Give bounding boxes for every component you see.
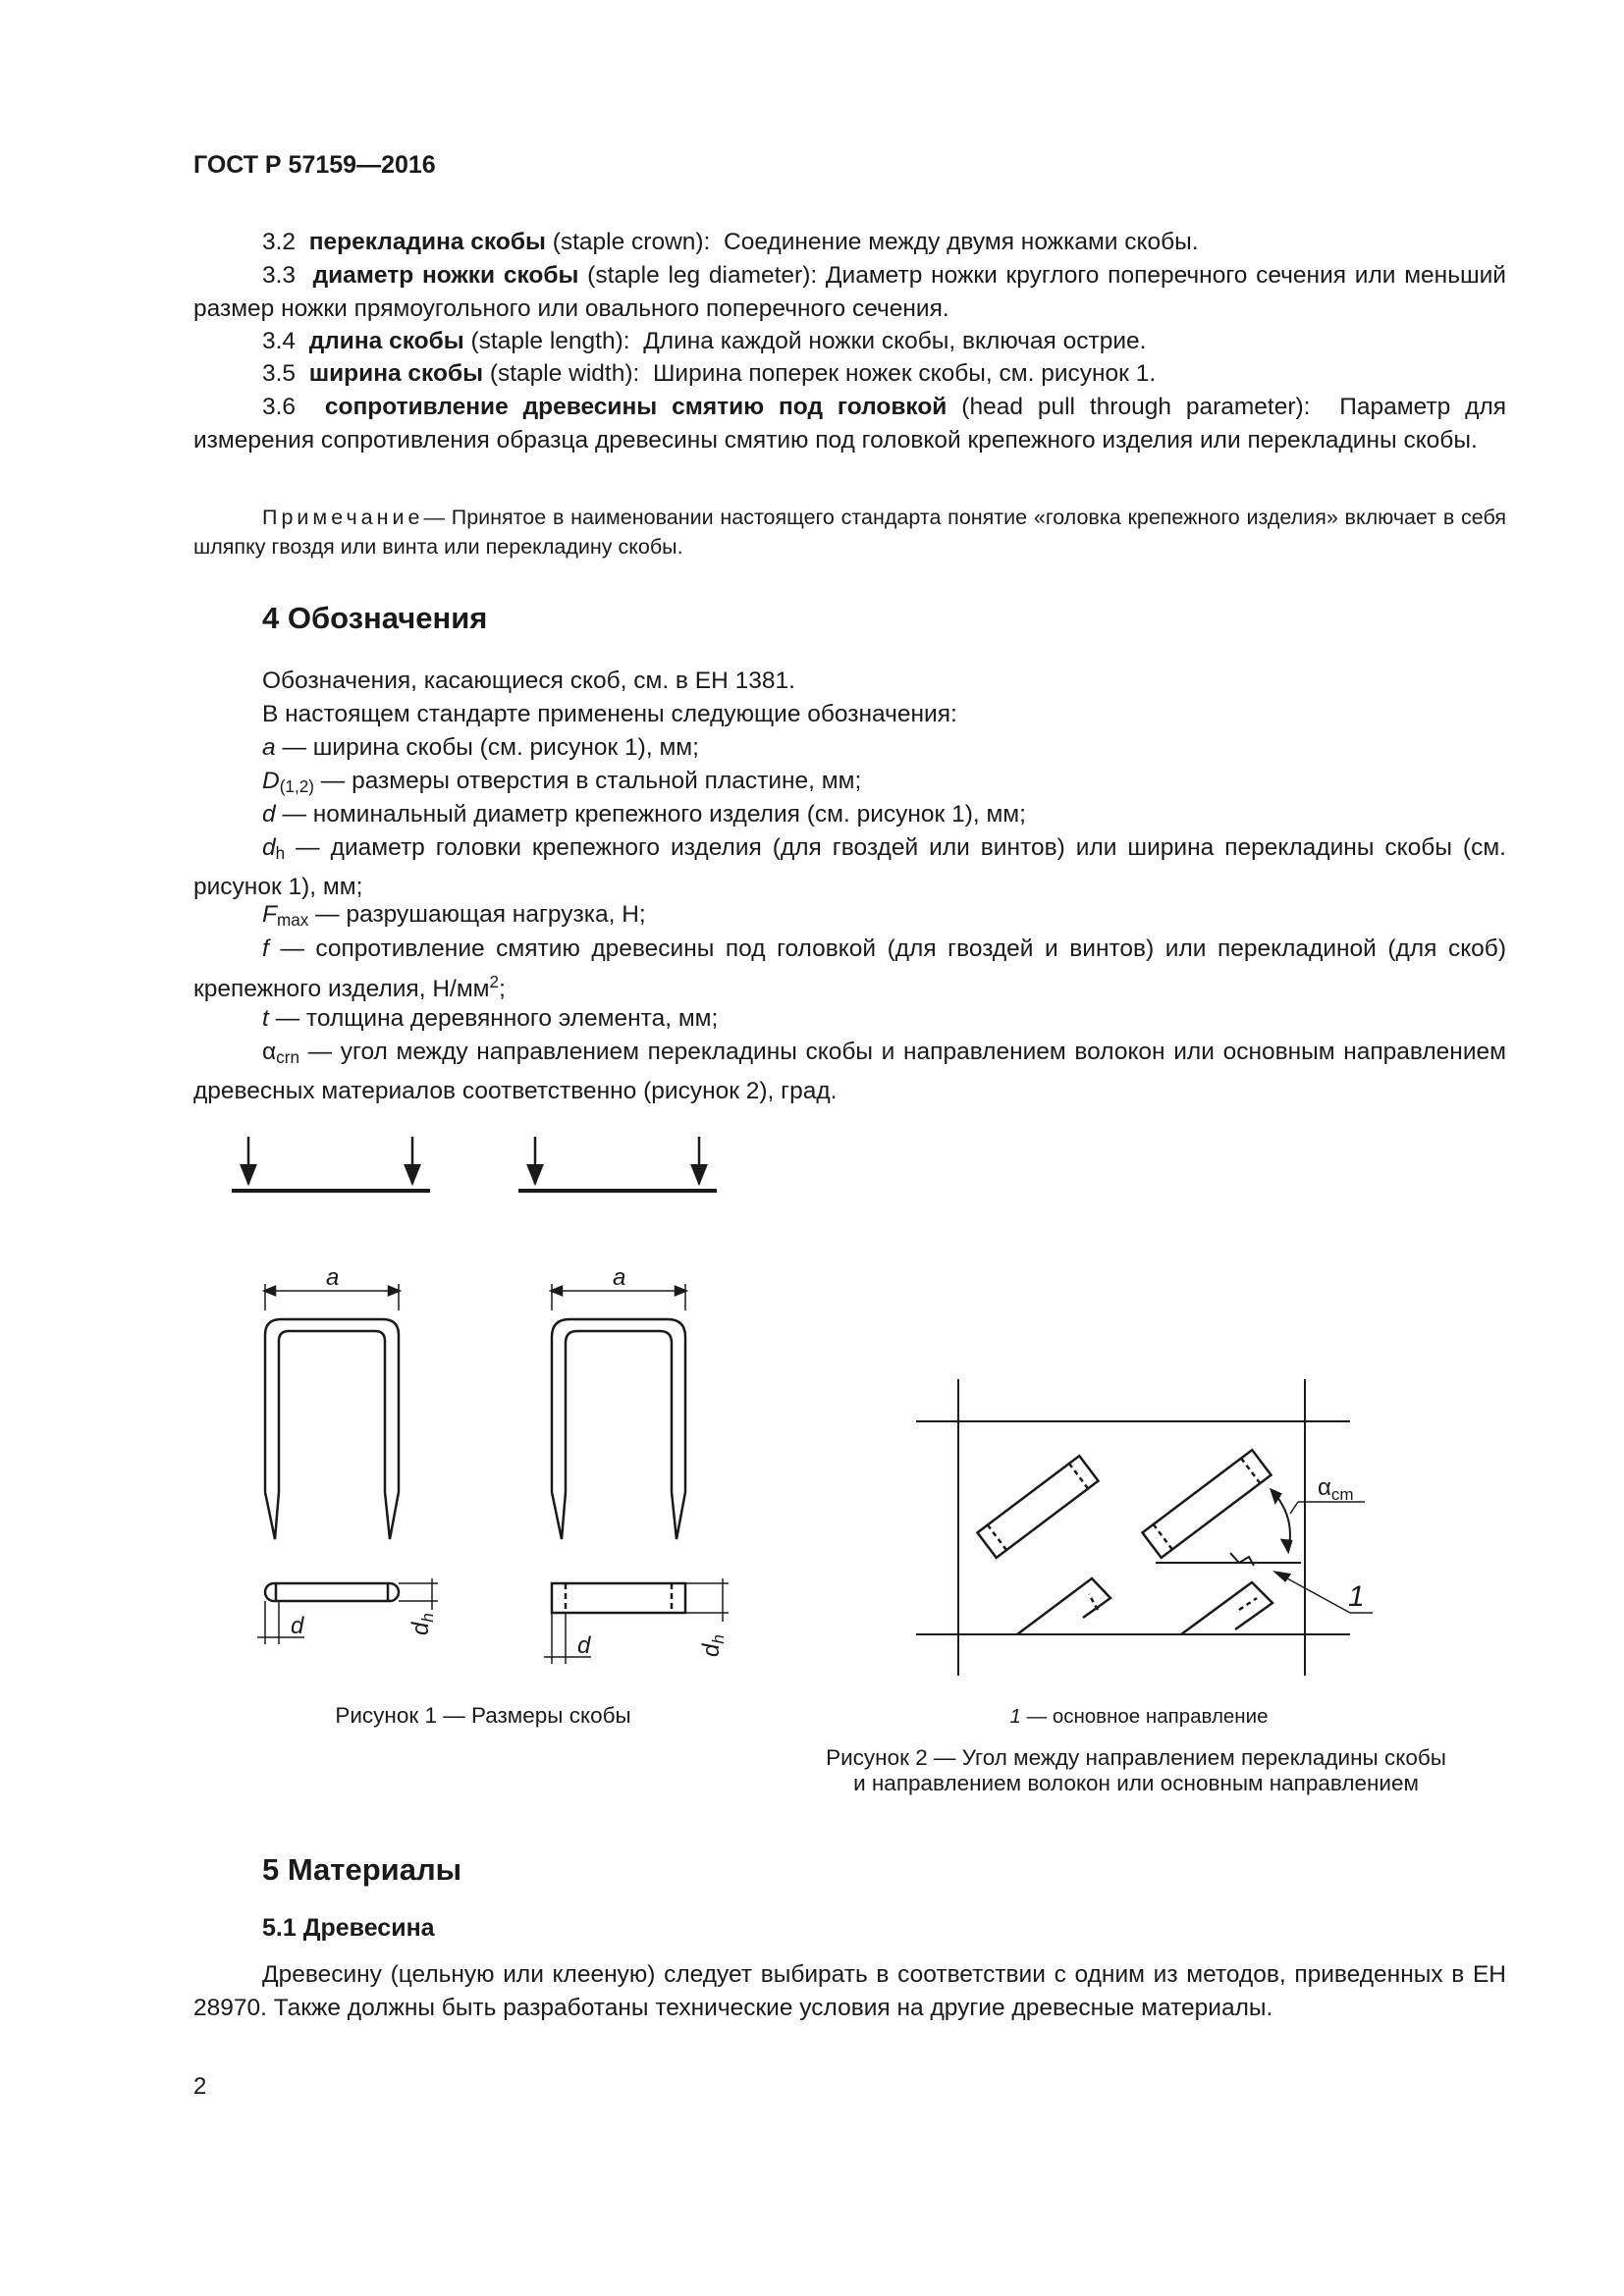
- fig1-label-a-left: a: [326, 1264, 340, 1291]
- section-4-title: 4 Обозначения: [262, 601, 488, 635]
- definition-3-4: 3.4 длина скобы (staple length): Длина каждой ножки скобы, включая острие.: [262, 328, 1147, 354]
- fig2-label-alpha: $\alpha_{cm}$: [1318, 1474, 1354, 1504]
- symbol-dh: $d_h$ — диаметр головки крепежного изделия (для гвоздей или винтов) или ширина перекладины скобы (см. рисунок 1), мм;: [193, 834, 1506, 900]
- figures-area: [0, 1119, 1624, 1708]
- definition-3-2: 3.2 перекладина скобы (staple crown): Соединение между двумя ножками скобы.: [262, 229, 1199, 255]
- symbol-F: $F_{max}$ — разрушающая нагрузка, Н;: [262, 901, 646, 930]
- grain-direction-drawing: [916, 1379, 1373, 1676]
- symbol-D: $D_{(1,2)}$ — размеры отверстия в стальной пластине, мм;: [262, 768, 862, 796]
- symbol-a: a — ширина скобы (см. рисунок 1), мм;: [262, 734, 699, 761]
- fig1-label-d-left: d: [291, 1613, 304, 1639]
- section-5-1-title: 5.1 Древесина: [262, 1914, 435, 1942]
- section-5-1-paragraph: Древесину (цельную или клееную) следует выбирать в соответствии с одним из методов, приведенных в ЕН 28970. Также должны быть разработаны технические условия на другие древесные материалы.: [193, 1961, 1506, 2021]
- fig2-callout-1: 1: [1348, 1580, 1365, 1613]
- figure-2-caption: Рисунок 2 — Угол между направлением перекладины скобы и направлением волокон или основным направлением: [826, 1745, 1446, 1795]
- fig1-label-d-right: d: [577, 1632, 591, 1659]
- section-5-title: 5 Материалы: [262, 1852, 462, 1887]
- s4-intro-2: В настоящем стандарте применены следующие обозначения:: [262, 701, 957, 727]
- symbol-t: t — толщина деревянного элемента, мм;: [262, 1005, 719, 1032]
- staple-round-drawing: [232, 1137, 438, 1644]
- note: Примечание— Принятое в наименовании настоящего стандарта понятие «головка крепежного изделия» включает в себя шляпку гвоздя или винта или перекладину скобы.: [193, 506, 1506, 559]
- page-number: 2: [193, 2073, 207, 2100]
- definition-3-3: 3.3 диаметр ножки скобы (staple leg diameter): Диаметр ножки круглого поперечного сечения или меньший размер ножки прямоугольного или овального поперечного сечения.: [193, 262, 1506, 322]
- fig1-label-dh-right: $d_h$: [698, 1634, 728, 1657]
- definition-3-5: 3.5 ширина скобы (staple width): Ширина поперек ножек скобы, см. рисунок 1.: [262, 360, 1157, 387]
- doc-header: ГОСТ Р 57159—2016: [193, 151, 436, 179]
- fig1-label-a-right: a: [613, 1264, 626, 1291]
- symbol-alpha: $\alpha_{crn}$ — угол между направлением перекладины скобы и направлением волокон или основным направлением древесных материалов соответственно (рисунок 2), град.: [193, 1039, 1506, 1104]
- figure-1-caption: Рисунок 1 — Размеры скобы: [335, 1703, 631, 1728]
- symbol-f: f — сопротивление смятию древесины под головкой (для гвоздей и винтов) или перекладиной (для скоб) крепежного изделия, $Н/мм^2$;: [193, 935, 1506, 1002]
- staple-square-drawing: [518, 1137, 729, 1664]
- figure-2-legend: 1 — основное направление: [1009, 1705, 1269, 1728]
- fig1-label-dh-left: $d_h$: [407, 1613, 437, 1635]
- symbol-d: d — номинальный диаметр крепежного изделия (см. рисунок 1), мм;: [262, 801, 1026, 828]
- s4-intro-1: Обозначения, касающиеся скоб, см. в ЕН 1381.: [262, 667, 795, 694]
- definition-3-6: 3.6 сопротивление древесины смятию под головкой (head pull through parameter): Параметр для измерения сопротивления образца древесины смятию под головкой крепежного изделия или перекладины скобы.: [193, 394, 1507, 454]
